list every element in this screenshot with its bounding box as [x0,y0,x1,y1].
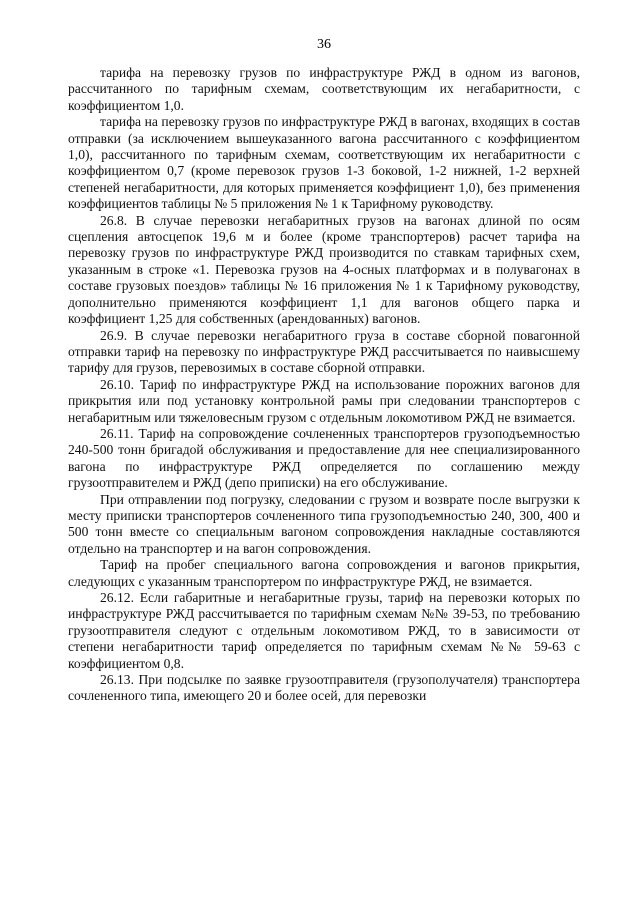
paragraph: 26.9. В случае перевозки негабаритного груза в составе сборной повагонной отправки тариф на перевозку по инфраструктуре РЖД рассчитывается по наивысшему тарифу для грузов, перевозимых в составе сборной отправки. [68,327,580,376]
paragraph: При отправлении под погрузку, следовании с грузом и возврате после выгрузки к месту приписки транспортеров сочлененного типа грузоподъемностью 240, 300, 400 и 500 тонн вместе со специальным вагоном сопровождения накладные составляются отдельно на транспортер и на вагон сопровождения. [68,491,580,556]
paragraph: 26.11. Тариф на сопровождение сочлененных транспортеров грузоподъемностью 240-500 тонн бригадой обслуживания и предоставление для нее специализированного вагона по инфраструктуре РЖД определяется по соглашению между грузоотправителем и РЖД (депо приписки) на его обслуживание. [68,425,580,491]
paragraph: 26.8. В случае перевозки негабаритных грузов на вагонах длиной по осям сцепления автосцепок 19,6 м и более (кроме транспортеров) расчет тарифа на перевозку грузов по инфраструктуре РЖД производится по ставкам тарифных схем, указанным в строке «1. Перевозка грузов на 4-осных платформах и в полувагонах в составе грузовых поездов» таблицы № 16 приложения № 1 к Тарифному руководству, дополнительно применяются коэффициент 1,1 для вагонов общего парка и коэффициент 1,25 для собственных (арендованных) вагонов. [68,212,580,327]
paragraph: 26.12. Если габаритные и негабаритные грузы, тариф на перевозки которых по инфраструктуре РЖД рассчитывается по тарифным схемам №№ 39-53, по требованию грузоотправителя следуют с отдельным локомотивом РЖД, то в зависимости от степени негабаритности тариф определяется по тарифным схемам №№ 59-63 с коэффициентом 0,8. [68,590,580,671]
paragraph: 26.13. При подсылке по заявке грузоотправителя (грузополучателя) транспортера сочлененного типа, имеющего 20 и более осей, для перевозки [68,672,580,704]
paragraph: тарифа на перевозку грузов по инфраструктуре РЖД в вагонах, входящих в состав отправки (за исключением вышеуказанного вагона рассчитанного с коэффициентом 1,0), рассчитанного по тарифным схемам, соответствующим их негабаритности с коэффициентом 0,7 (кроме перевозок грузов 1-3 боковой, 1-2 нижней, 1-2 верхней степеней негабаритности, для которых применяется коэффициент 1,0), без применения коэффициентов таблицы № 5 приложения № 1 к Тарифному руководству. [68,114,580,212]
paragraph: 26.10. Тариф по инфраструктуре РЖД на использование порожних вагонов для прикрытия или под установку контрольной рамы при следовании транспортеров с негабаритным или тяжеловесным грузом с отдельным локомотивом РЖД не взимается. [68,376,580,425]
paragraph: тарифа на перевозку грузов по инфраструктуре РЖД в одном из вагонов, рассчитанного по тарифным схемам, соответствующим их негабаритности, с коэффициентом 1,0. [68,65,580,113]
page-number: 36 [317,37,331,52]
paragraph: Тариф на пробег специального вагона сопровождения и вагонов прикрытия, следующих с указанным транспортером по инфраструктуре РЖД, не взимается. [68,557,580,589]
